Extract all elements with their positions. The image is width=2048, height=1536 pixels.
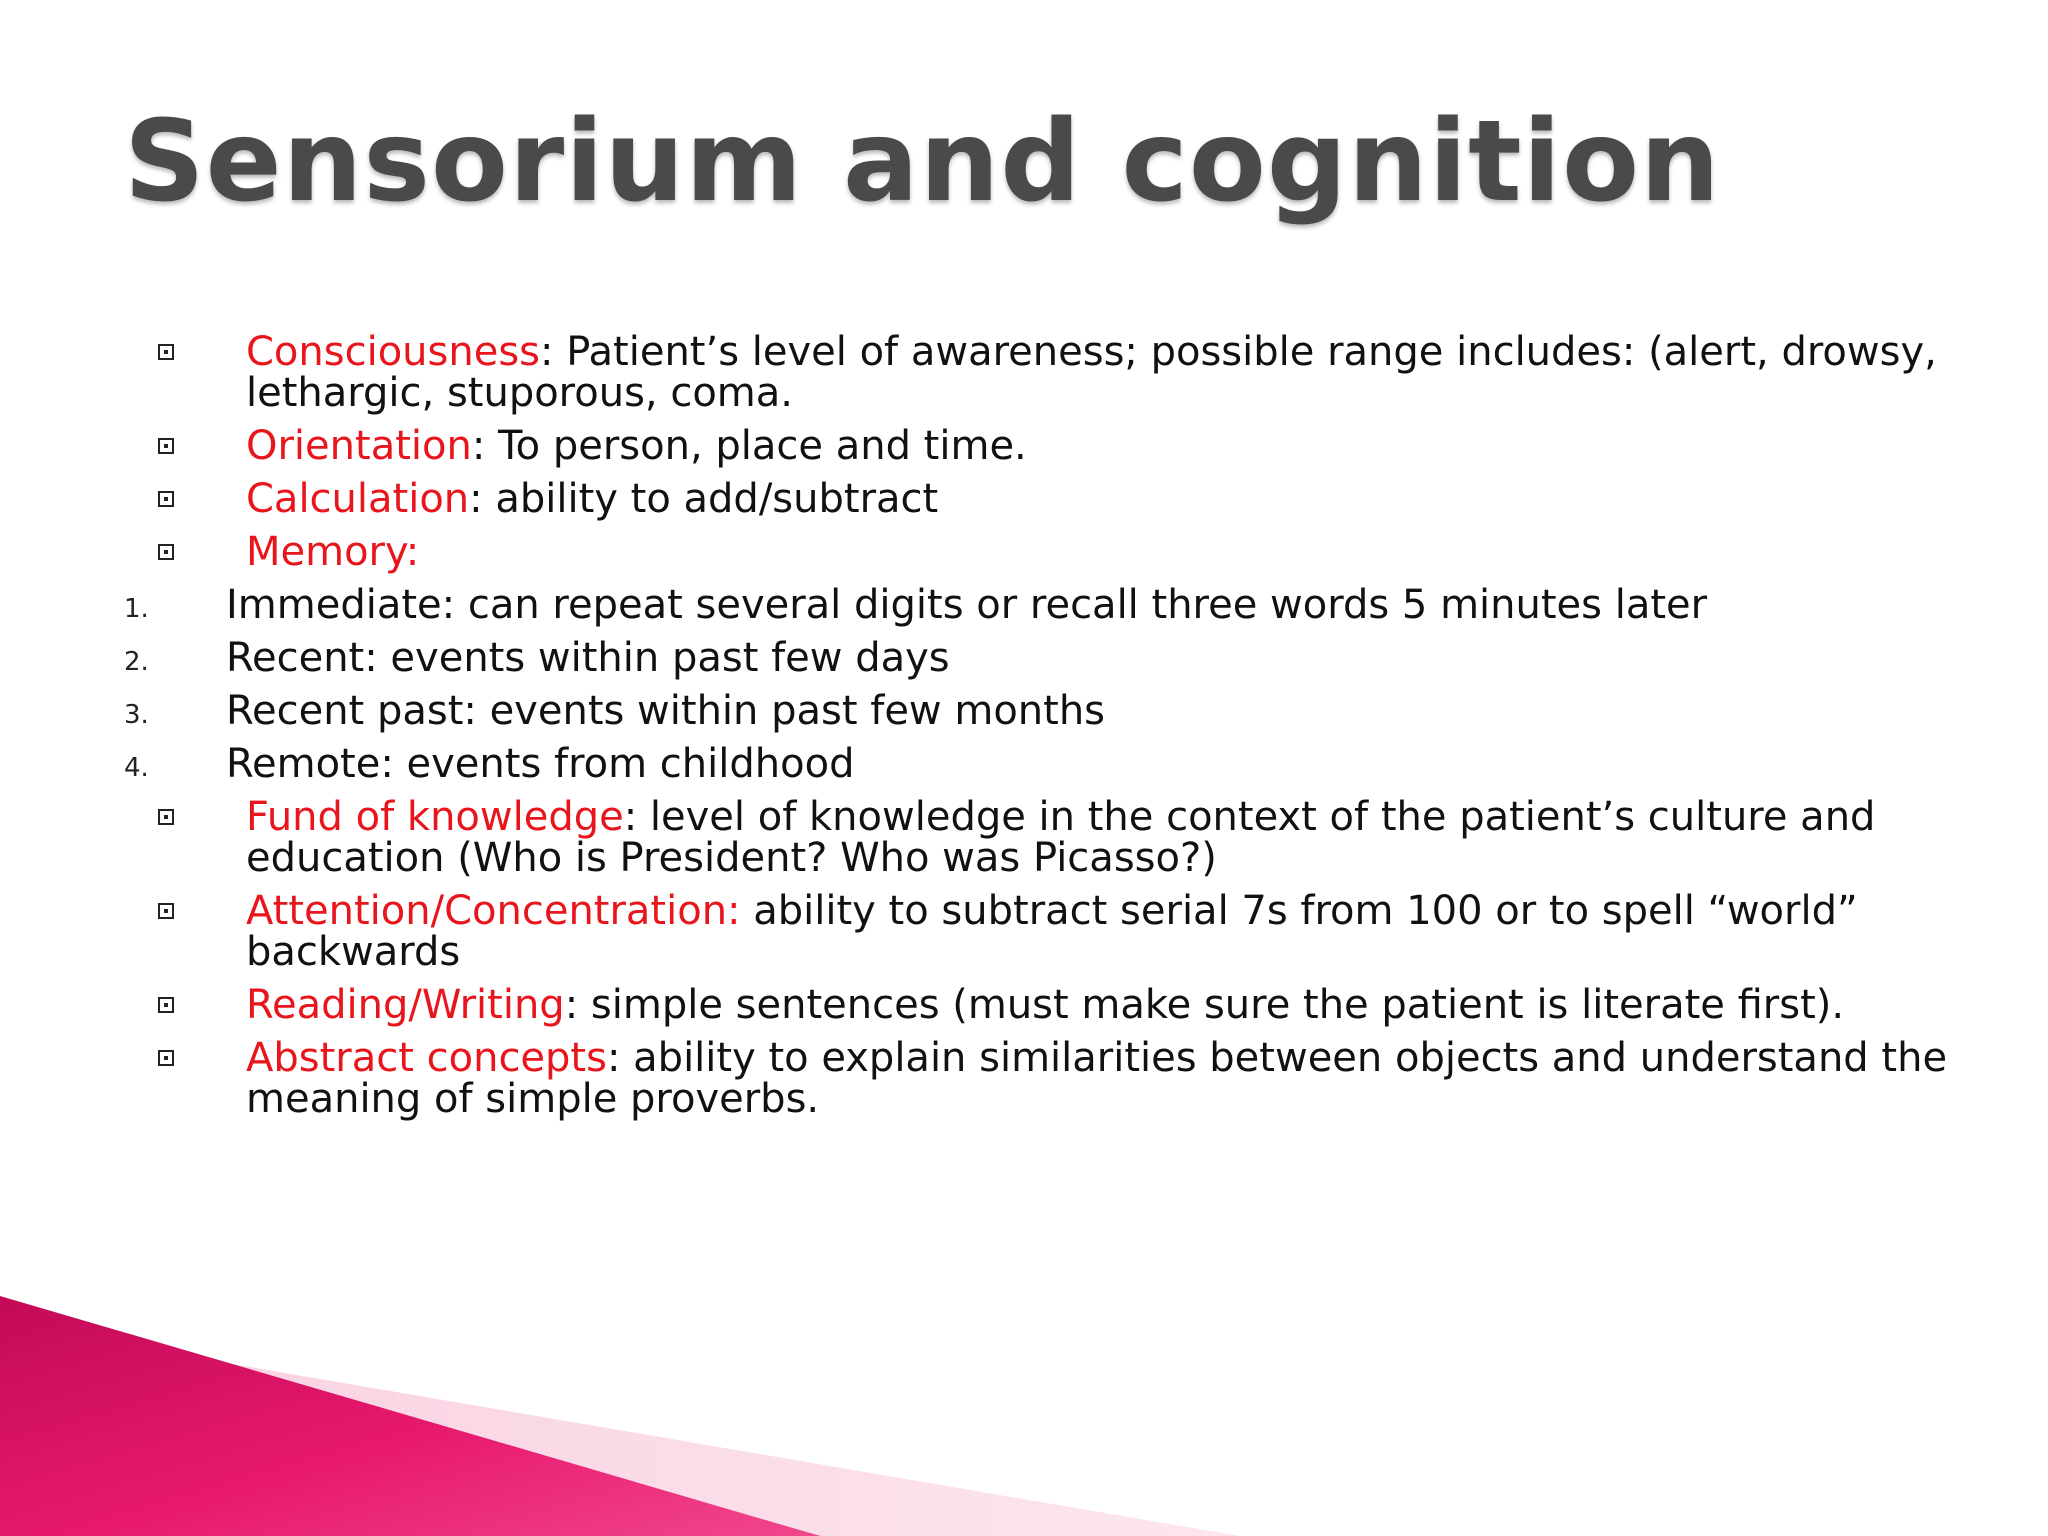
slide-title: Sensorium and cognition <box>124 97 1721 227</box>
item-text: : Patient’s level of awareness; possible range includes: (alert, drowsy, lethargic, stuporous, coma. <box>246 329 1937 416</box>
number-label: 4. <box>124 753 149 783</box>
square-dot-icon <box>158 491 174 507</box>
item-text: : level of knowledge in the context of the patient’s culture and education (Who is President? Who was Picasso?) <box>246 794 1876 881</box>
number-label: 2. <box>124 647 149 677</box>
list-item-consciousness <box>0 329 2048 416</box>
list-item-calculation <box>0 476 2048 522</box>
square-dot-icon <box>158 903 174 919</box>
numbered-item-immediate <box>0 582 2048 628</box>
term-label: Consciousness <box>246 329 541 375</box>
list-item-abstract-concepts <box>0 1035 2048 1122</box>
item-text: : simple sentences (must make sure the patient is literate first). <box>564 982 1845 1028</box>
light-pink-stripe <box>150 1350 1240 1536</box>
square-dot-icon <box>158 809 174 825</box>
number-label: 1. <box>124 594 149 624</box>
square-dot-icon <box>158 438 174 454</box>
item-text: Immediate: can repeat several digits or recall three words 5 minutes later <box>226 582 1708 628</box>
square-dot-icon <box>158 997 174 1013</box>
numbered-item-recent-past <box>0 688 2048 734</box>
list-item-fund-of-knowledge <box>0 794 2048 881</box>
black-stripe <box>0 1300 820 1536</box>
square-dot-icon <box>158 1050 174 1066</box>
square-dot-icon <box>158 544 174 560</box>
content-list <box>0 329 2048 1132</box>
item-text: ability to subtract serial 7s from 100 or to spell “world” backwards <box>246 888 1858 975</box>
term-label: Attention/Concentration: <box>246 888 741 934</box>
term-label: Fund of knowledge <box>246 794 624 840</box>
list-item-orientation <box>0 423 2048 469</box>
item-text: : To person, place and time. <box>471 423 1027 469</box>
numbered-item-recent <box>0 635 2048 681</box>
number-label: 3. <box>124 700 149 730</box>
numbered-item-remote <box>0 741 2048 787</box>
square-dot-icon <box>158 344 174 360</box>
item-text: Recent: events within past few days <box>226 635 950 681</box>
magenta-wedge <box>0 1296 820 1536</box>
list-item-memory <box>0 529 2048 575</box>
term-label: Orientation <box>246 423 472 469</box>
list-item-reading-writing <box>0 982 2048 1028</box>
item-text: : ability to explain similarities between objects and understand the meaning of simple proverbs. <box>246 1035 1948 1122</box>
term-label: Memory: <box>246 529 420 575</box>
list-item-attention <box>0 888 2048 975</box>
term-label: Reading/Writing <box>246 982 565 1028</box>
term-label: Calculation <box>246 476 470 522</box>
item-text: Remote: events from childhood <box>226 741 855 787</box>
item-text: Recent past: events within past few months <box>226 688 1106 734</box>
term-label: Abstract concepts <box>246 1035 607 1081</box>
item-text: : ability to add/subtract <box>469 476 939 522</box>
